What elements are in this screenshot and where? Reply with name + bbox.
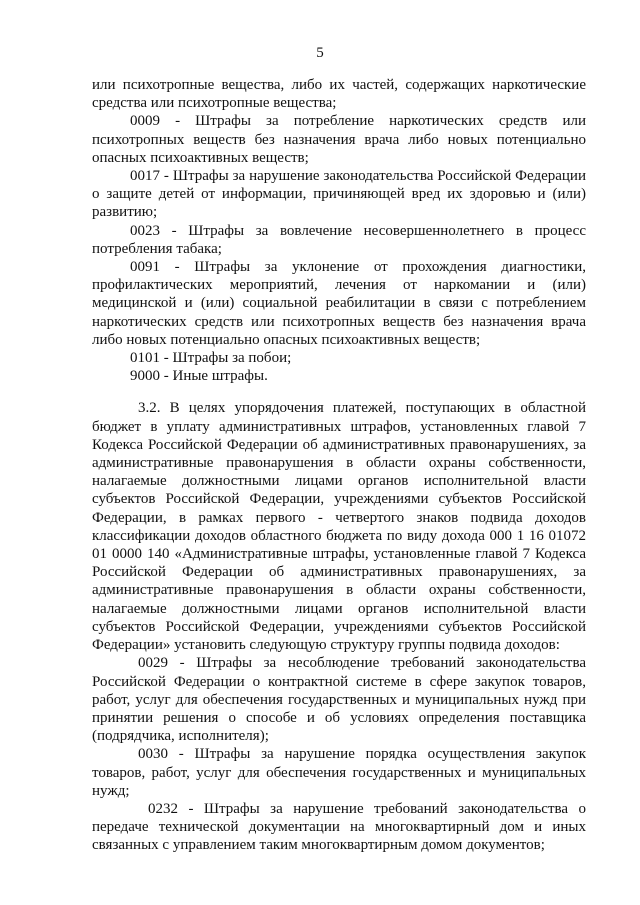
paragraph-continuation: или психотропные вещества, либо их частей, содержащих наркотические средства или психотропные вещества; [92, 77, 586, 112]
paragraph-fine-0017: 0017 - Штрафы за нарушение законодательства Российской Федерации о защите детей от информации, причиняющей вред их здоровью и (или) развитию; [92, 168, 586, 221]
paragraph-fine-0091: 0091 - Штрафы за уклонение от прохождения диагностики, профилактических мероприятий, лечения от наркомании и (или) медицинской и (или) социальной реабилитации в связи с потреблением наркотических средств или психотропных веществ без назначения врача либо новых потенциально опасных психоактивных веществ; [92, 259, 586, 348]
paragraph-fine-0101: 0101 - Штрафы за побои; [130, 350, 292, 367]
page-number: 5 [316, 45, 324, 61]
paragraph-fine-0009: 0009 - Штрафы за потребление наркотических средств или психотропных веществ без назначения врача либо новых потенциально опасных психоактивных веществ; [92, 113, 586, 166]
paragraph-section-3-2: 3.2. В целях упорядочения платежей, поступающих в областной бюджет в уплату административных штрафов, установленных главой 7 Кодекса Российской Федерации об административных правонарушениях, за административные правонарушения в области охраны собственности, налагаемые должностными лицами органов исполнительной власти субъектов Российской Федерации, учреждениями субъектов Российской Федерации, в рамках первого - четвертого знаков подвида доходов классификации доходов областного бюджета по виду дохода 000 1 16 01072 01 0000 140 «Административные штрафы, установленные главой 7 Кодекса Российской Федерации об административных правонарушениях, за административные правонарушения в области охраны собственности, налагаемые должностными лицами органов исполнительной власти субъектов Российской Федерации, учреждениями субъектов Российской Федерации» установить следующую структуру группы подвида доходов: [92, 400, 586, 654]
document-body [92, 76, 586, 855]
paragraph-fine-0029: 0029 - Штрафы за несоблюдение требований законодательства Российской Федерации о контрактной системе в сфере закупок товаров, работ, услуг для обеспечения государственных и муниципальных нужд при принятии решения о способе и об условиях определения поставщика (подрядчика, исполнителя); [92, 655, 586, 745]
paragraph-fine-0232: 0232 - Штрафы за нарушение требований законодательства о передаче технической документации на многоквартирный дом и иных связанных с управлением таким многоквартирным домом документов; [92, 800, 586, 854]
paragraph-fine-0023: 0023 - Штрафы за вовлечение несовершеннолетнего в процесс потребления табака; [92, 222, 586, 257]
paragraph-fine-9000: 9000 - Иные штрафы. [130, 368, 268, 385]
paragraph-fine-0030: 0030 - Штрафы за нарушение порядка осуществления закупок товаров, работ, услуг для обеспечения государственных и муниципальных нужд; [92, 746, 586, 799]
paragraph-gap [92, 385, 586, 399]
